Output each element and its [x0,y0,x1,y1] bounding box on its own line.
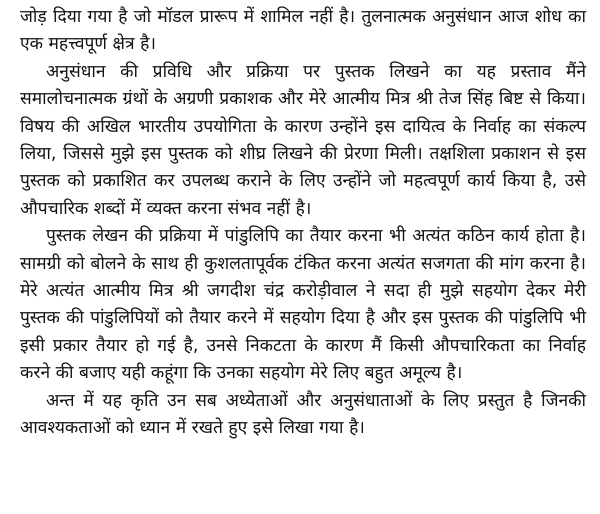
paragraph-closing: अन्त में यह कृति उन सब अध्येताओं और अनुसंधाताओं के लिए प्रस्तुत है जिनकी आवश्यकताओं को ध्यान में रखते हुए इसे लिखा गया है। [20,390,586,439]
paragraph-proposal: अनुसंधान की प्रविधि और प्रक्रिया पर पुस्तक लिखने का यह प्रस्ताव मैंने समालोचनात्मक ग्रंथों के अग्रणी प्रकाशक और मेरे आत्मीय मित्र श्री तेज सिंह बिष्ट से किया। विषय की अखिल भारतीय उपयोगिता के कारण उन्होंने इस दायित्व के निर्वाह का संकल्प लिया, जिससे मुझे इस पुस्तक को शीघ्र लिखने की प्रेरणा मिली। तक्षशिला प्रकाशन से इस पुस्तक को प्रकाशित कर उपलब्ध कराने के लिए उन्होंने जो महत्वपूर्ण कार्य किया है, उसे औपचारिक शब्दों में व्यक्त करना संभव नहीं है। [20,61,586,219]
paragraph-manuscript: पुस्तक लेखन की प्रक्रिया में पांडुलिपि का तैयार करना भी अत्यंत कठिन कार्य होता है। सामग्री को बोलने के साथ ही कुशलतापूर्वक टंकित करना अत्यंत सजगता की मांग करना है। मेरे अत्यंत आत्मीय मित्र श्री जगदीश चंद्र करोड़ीवाल ने सदा ही मुझे सहयोग देकर मेरी पुस्तक की पांडुलिपियों को तैयार करने में सहयोग दिया है और इस पुस्तक की पांडुलिपि भी इसी प्रकार तैयार हो गई है, उनसे निकटता के कारण मैं किसी औपचारिकता का निर्वाह करने की बजाए यही कहूंगा कि उनका सहयोग मेरे लिए बहुत अमूल्य है। [20,226,586,384]
paragraph-continuation: जोड़ दिया गया है जो मॉडल प्रारूप में शामिल नहीं है। तुलनात्मक अनुसंधान आज शोध का एक महत्त्वपूर्ण क्षेत्र है। [20,7,586,55]
